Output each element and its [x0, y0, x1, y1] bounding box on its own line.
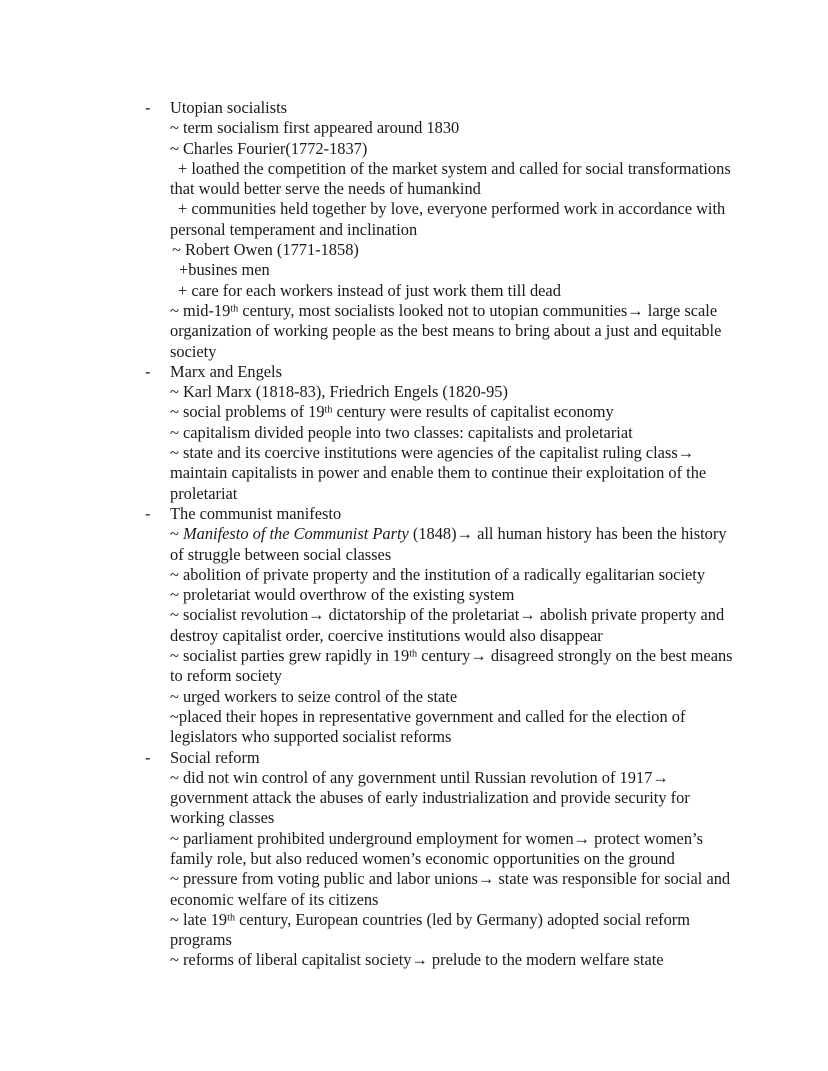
outline-item [138, 910, 738, 951]
outline-item-text: ~ socialist parties grew rapidly in 19 [170, 646, 410, 666]
tilde-marker: ~ [170, 524, 183, 544]
outline-item: ~ term socialism first appeared around 1830 [170, 118, 460, 138]
outline-subitem: +busines men [179, 260, 270, 280]
outline-item: ~ reforms of liberal capitalist society→ prelude to the modern welfare state [170, 950, 664, 970]
section-heading [138, 98, 738, 118]
outline-subitem: + loathed the competition of the market system and called for social transformations that would better serve the needs of humankind [170, 158, 731, 199]
outline-item: ~ Robert Owen (1771-1858) [172, 240, 359, 260]
section-heading-label: Utopian socialists [170, 98, 287, 117]
outline-subitem: + care for each workers instead of just work them till dead [178, 280, 561, 300]
outline-item: ~ pressure from voting public and labor unions→ state was responsible for social and economic welfare of its citizens [170, 869, 731, 909]
outline-item-text-cont: century→ disagreed strongly on the best means to reform society [170, 646, 733, 686]
outline-item [138, 646, 738, 687]
section-heading [138, 362, 738, 382]
ordinal-suffix: th [409, 648, 418, 660]
outline-item-text-cont: (1848)→ all human history has been the history of struggle between social classes [170, 524, 727, 564]
outline-item [138, 301, 738, 362]
outline-section-utopian-socialists [138, 98, 738, 362]
outline-section-marx-and-engels [138, 362, 738, 504]
notes-outline [138, 98, 738, 971]
outline-item-text-cont: century, European countries (led by Germany) adopted social reform programs [170, 909, 690, 950]
ordinal-suffix: th [324, 405, 333, 417]
dash-bullet: - [145, 98, 151, 117]
section-heading [138, 504, 738, 524]
outline-section-communist-manifesto [138, 504, 738, 748]
work-title-italic: Manifesto of the Communist Party [182, 524, 409, 544]
outline-item-text-cont: century were results of capitalist economy [332, 402, 614, 422]
outline-item: ~ Charles Fourier(1772-1837) [170, 138, 368, 158]
outline-item: ~ did not win control of any government until Russian revolution of 1917→ government attack the abuses of early industrialization and provide security for working classes [170, 767, 690, 828]
outline-item: ~ proletariat would overthrow of the existing system [170, 585, 515, 605]
outline-item: ~ urged workers to seize control of the state [170, 686, 458, 706]
outline-item: ~ abolition of private property and the institution of a radically egalitarian society [170, 564, 706, 584]
outline-item-text: ~ late 19 [170, 909, 228, 929]
section-heading-label: Social reform [170, 747, 260, 767]
outline-item: ~ Karl Marx (1818-83), Friedrich Engels (1820-95) [170, 382, 508, 402]
dash-bullet: - [145, 503, 151, 523]
section-heading [138, 748, 738, 768]
outline-item: ~ parliament prohibited underground employment for women→ protect women’s family role, but also reduced women’s economic opportunities on the ground [170, 828, 703, 868]
section-heading-label: The communist manifesto [170, 503, 342, 523]
outline-item [138, 524, 738, 565]
ordinal-suffix: th [227, 912, 236, 924]
outline-section-social-reform [138, 748, 738, 971]
outline-item-text: ~ mid-19 [170, 300, 231, 320]
outline-item: ~placed their hopes in representative government and called for the election of legislators who supported socialist reforms [170, 706, 686, 747]
outline-item-text-cont: century, most socialists looked not to utopian communities→ large scale organization of working people as the best means to bring about a just and equitable society [170, 300, 722, 361]
outline-item [138, 402, 738, 422]
outline-item-text: ~ social problems of 19 [170, 402, 325, 422]
outline-item: ~ state and its coercive institutions were agencies of the capitalist ruling class→ maintain capitalists in power and enable them to continue their exploitation of the proletariat [170, 443, 707, 503]
ordinal-suffix: th [230, 303, 239, 315]
outline-item: ~ socialist revolution→ dictatorship of the proletariat→ abolish private property and destroy capitalist order, coercive institutions would also disappear [170, 605, 725, 645]
outline-subitem: + communities held together by love, everyone performed work in accordance with personal temperament and inclination [170, 199, 726, 239]
section-heading-label: Marx and Engels [170, 361, 282, 381]
dash-bullet: - [145, 747, 151, 767]
dash-bullet: - [145, 361, 151, 381]
outline-item: ~ capitalism divided people into two classes: capitalists and proletariat [170, 422, 633, 442]
